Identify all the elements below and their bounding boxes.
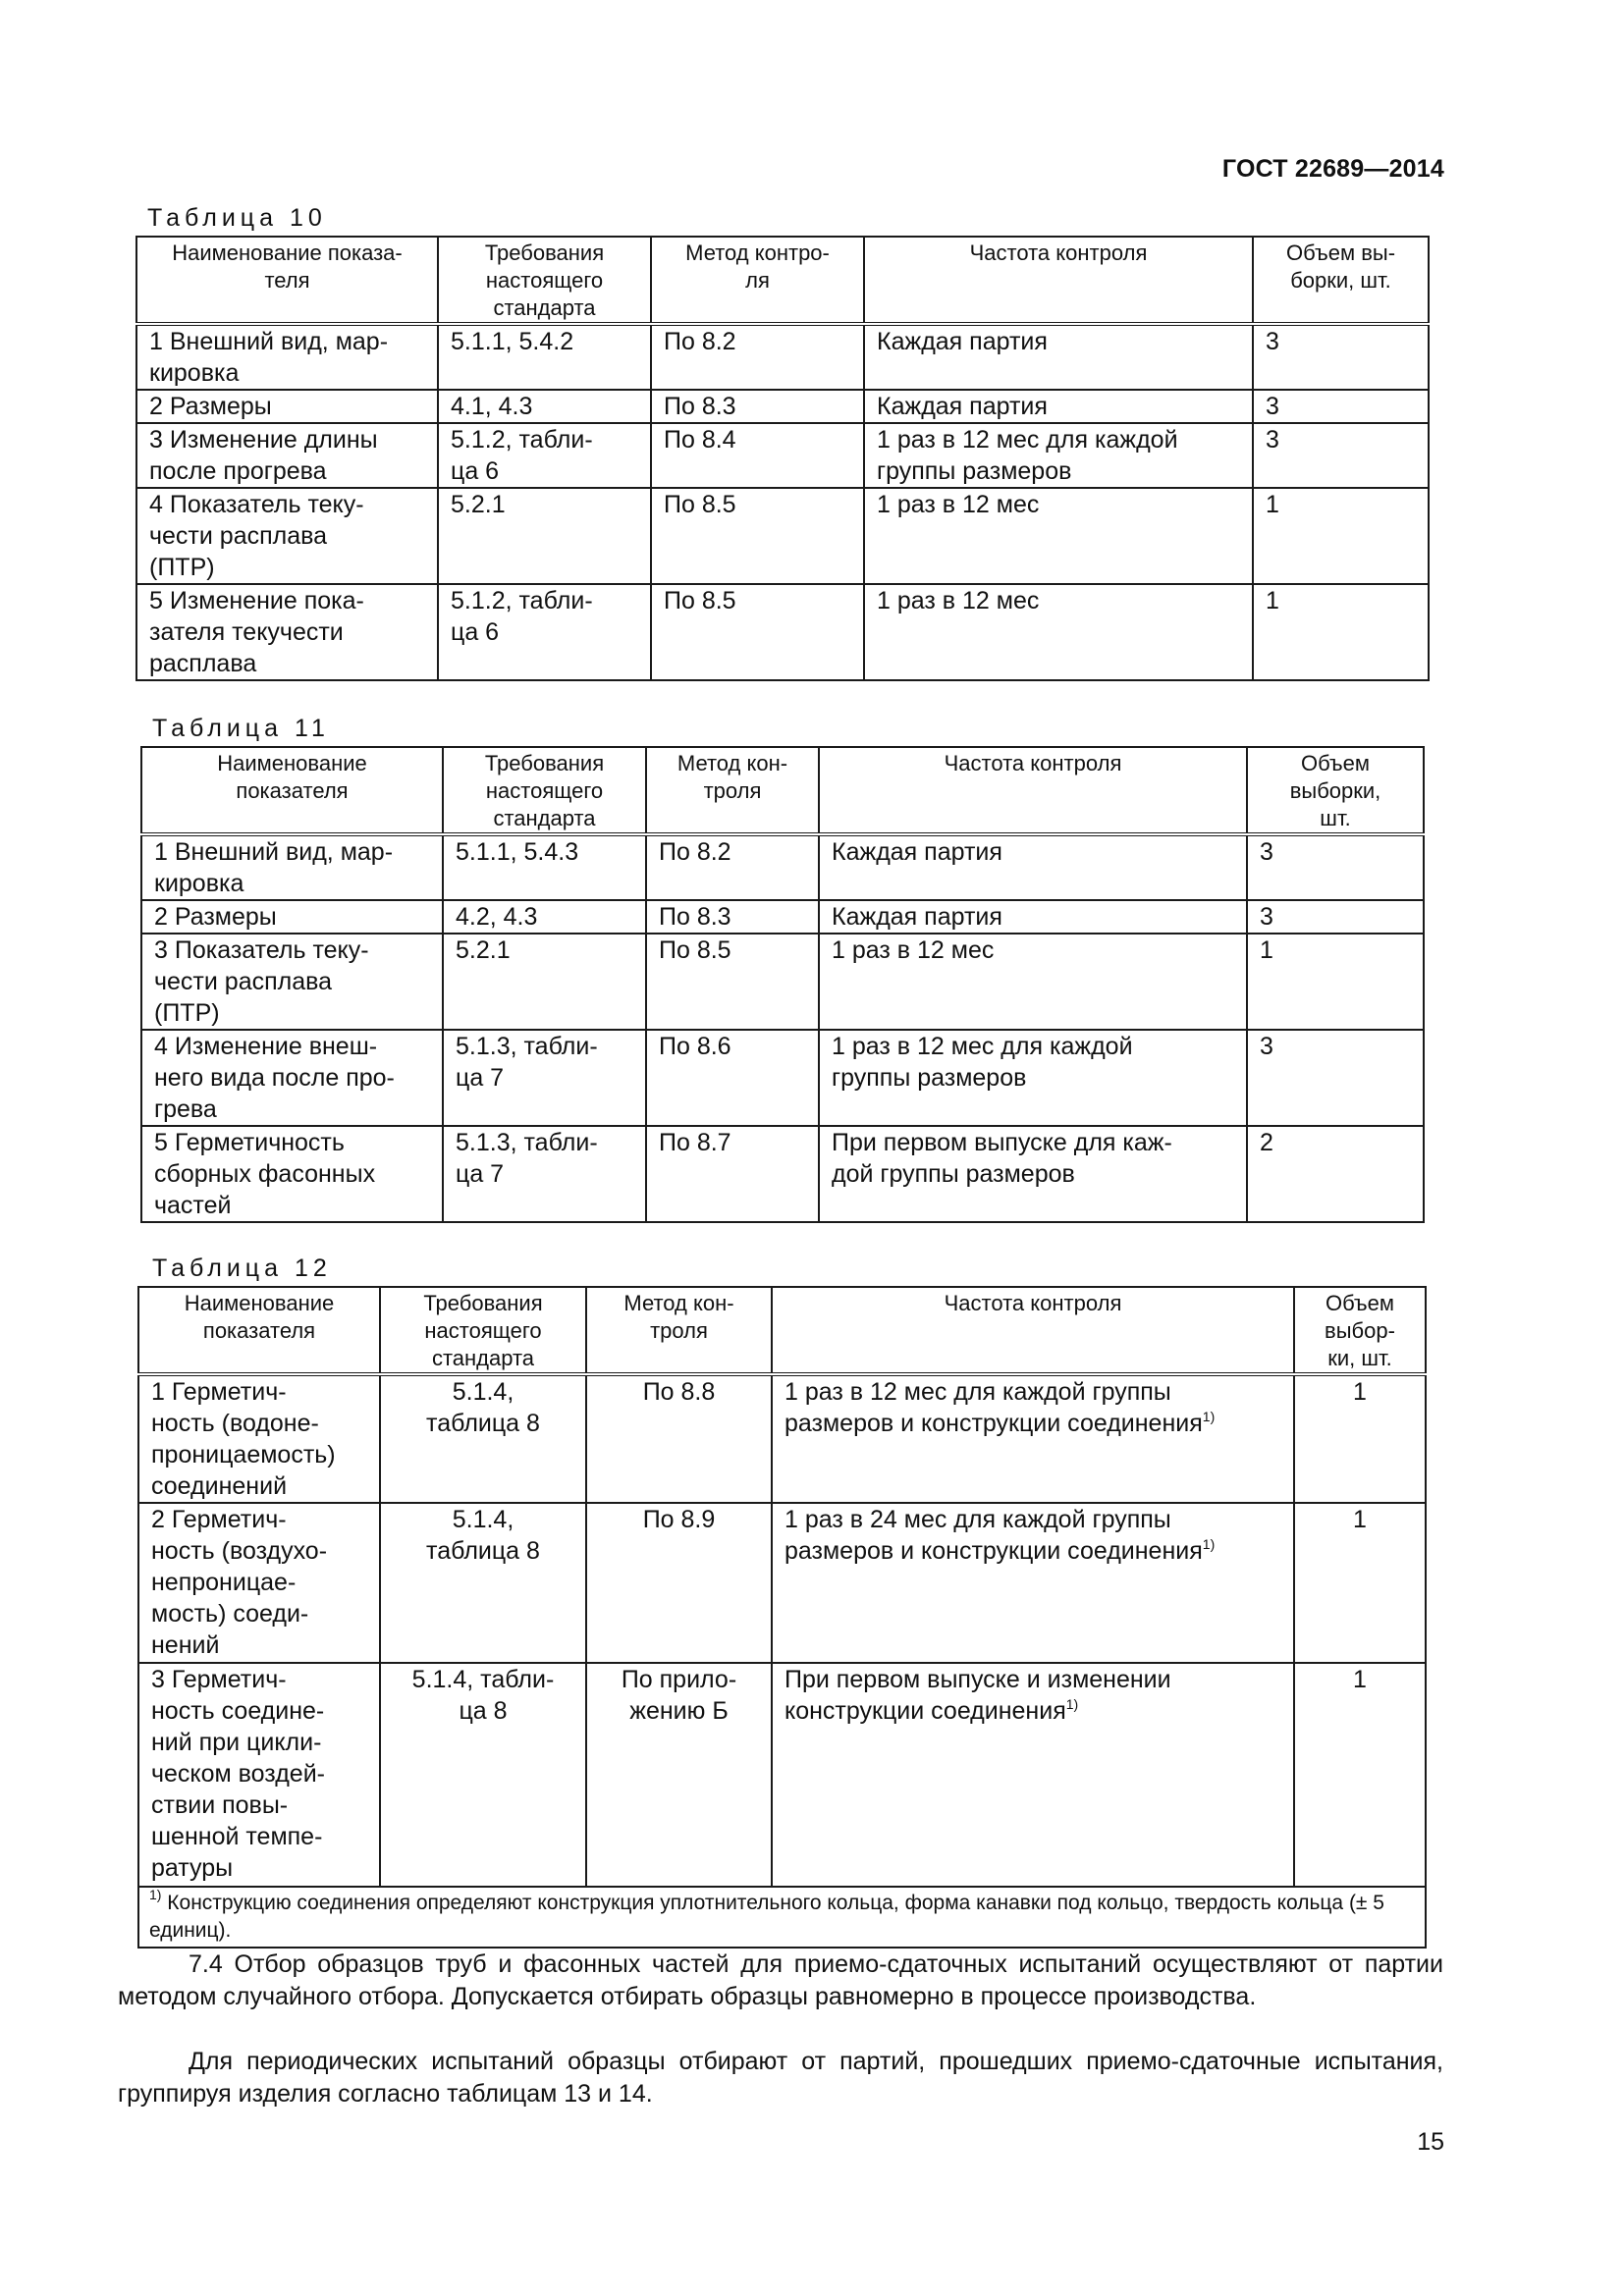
table-cell: 1 раз в 12 мес <box>864 488 1253 584</box>
footnote-row <box>138 1887 1426 1948</box>
table-cell: Каждая партия <box>819 900 1247 934</box>
table-header-row <box>138 1287 1426 1374</box>
footnote <box>138 1887 1426 1948</box>
table-cell: По 8.5 <box>646 934 819 1030</box>
table-cell: По 8.9 <box>586 1503 772 1663</box>
table-cell: 1 <box>1253 488 1429 584</box>
column-header: Объем выбор- ки, шт. <box>1294 1287 1426 1374</box>
table-cell: 1 <box>1247 934 1424 1030</box>
table-cell: 2 Размеры <box>141 900 443 934</box>
paragraph-periodic-tests: Для периодических испытаний образцы отбирают от партий, прошедших приемо-сдаточные испытания, группируя изделия согласно таблицам 13 и 14. <box>118 2048 1443 2108</box>
table-cell: 1 <box>1294 1374 1426 1503</box>
table-row <box>141 1030 1424 1126</box>
table-cell: По прило- жению Б <box>586 1663 772 1887</box>
table-cell: 5.1.3, табли- ца 7 <box>443 1126 646 1222</box>
table-cell: По 8.2 <box>646 834 819 900</box>
table-cell: 5.1.4, таблица 8 <box>380 1503 586 1663</box>
table-11 <box>140 746 1425 1223</box>
table-cell: По 8.7 <box>646 1126 819 1222</box>
table-row <box>141 934 1424 1030</box>
table-cell: 4.1, 4.3 <box>438 390 651 423</box>
table-cell: Каждая партия <box>864 324 1253 390</box>
footnote-ref: 1) <box>1202 1536 1216 1552</box>
table-10 <box>135 236 1430 681</box>
table-row <box>136 390 1429 423</box>
page-number: 15 <box>1417 2128 1444 2156</box>
table-cell: 5.1.1, 5.4.2 <box>438 324 651 390</box>
table-row <box>138 1663 1426 1887</box>
table-cell: 3 <box>1247 900 1424 934</box>
table-cell: 5.2.1 <box>443 934 646 1030</box>
table-cell: 3 <box>1253 324 1429 390</box>
table-cell: 5.1.4, табли- ца 8 <box>380 1663 586 1887</box>
table-header-row <box>141 747 1424 834</box>
table-row <box>136 423 1429 488</box>
table-cell: 4 Показатель теку- чести расплава (ПТР) <box>136 488 438 584</box>
column-header: Наименование показателя <box>141 747 443 834</box>
table-cell: При первом выпуске для каж- дой группы размеров <box>819 1126 1247 1222</box>
table-cell: 5.1.2, табли- ца 6 <box>438 584 651 680</box>
table-cell: 5 Изменение пока- зателя текучести расплава <box>136 584 438 680</box>
table-row <box>136 584 1429 680</box>
table-cell: 4 Изменение внеш- него вида после про- грева <box>141 1030 443 1126</box>
table-cell: 1 Герметич- ность (водоне- проницаемость) соединений <box>138 1374 380 1503</box>
table-cell: 5.2.1 <box>438 488 651 584</box>
table-cell: 4.2, 4.3 <box>443 900 646 934</box>
table-cell: По 8.5 <box>651 584 864 680</box>
table-cell-text: 1 раз в 12 мес для каждой группы размеров и конструкции соединения <box>784 1378 1203 1437</box>
table-row <box>138 1503 1426 1663</box>
table-cell-text: 1 раз в 24 мес для каждой группы размеров и конструкции соединения <box>784 1506 1203 1565</box>
table-cell: 1 раз в 12 мес для каждой группы размеров <box>819 1030 1247 1126</box>
table-cell <box>772 1374 1294 1503</box>
table-cell: По 8.3 <box>646 900 819 934</box>
table-cell: 1 <box>1253 584 1429 680</box>
table-cell: 5.1.4, таблица 8 <box>380 1374 586 1503</box>
table-cell: По 8.4 <box>651 423 864 488</box>
table-10-caption: Таблица 10 <box>147 204 327 232</box>
column-header: Объем выборки, шт. <box>1247 747 1424 834</box>
column-header: Наименование показа- теля <box>136 237 438 324</box>
footnote-ref: 1) <box>1065 1696 1079 1712</box>
table-cell: 5.1.2, табли- ца 6 <box>438 423 651 488</box>
table-row <box>141 1126 1424 1222</box>
column-header: Метод кон- троля <box>586 1287 772 1374</box>
table-cell: 3 Показатель теку- чести расплава (ПТР) <box>141 934 443 1030</box>
footnote-text: Конструкцию соединения определяют конструкция уплотнительного кольца, форма канавки под кольцо, твердость кольца (± 5 единиц). <box>149 1892 1384 1942</box>
table-cell: 2 Размеры <box>136 390 438 423</box>
table-11-caption: Таблица 11 <box>152 715 330 742</box>
table-cell: 1 Внешний вид, мар- кировка <box>136 324 438 390</box>
column-header: Объем вы- борки, шт. <box>1253 237 1429 324</box>
column-header: Требования настоящего стандарта <box>438 237 651 324</box>
table-cell: 2 <box>1247 1126 1424 1222</box>
table-cell: 1 <box>1294 1663 1426 1887</box>
column-header: Частота контроля <box>772 1287 1294 1374</box>
column-header: Частота контроля <box>819 747 1247 834</box>
table-12 <box>137 1286 1427 1949</box>
table-row <box>136 488 1429 584</box>
table-cell: 1 раз в 12 мес <box>864 584 1253 680</box>
table-cell: 3 Изменение длины после прогрева <box>136 423 438 488</box>
table-cell: 1 Внешний вид, мар- кировка <box>141 834 443 900</box>
table-cell: 3 <box>1253 423 1429 488</box>
table-cell: По 8.5 <box>651 488 864 584</box>
column-header: Требования настоящего стандарта <box>380 1287 586 1374</box>
table-cell: 3 <box>1253 390 1429 423</box>
table-cell: 1 <box>1294 1503 1426 1663</box>
table-cell: 5.1.1, 5.4.3 <box>443 834 646 900</box>
table-row <box>141 834 1424 900</box>
table-cell: По 8.3 <box>651 390 864 423</box>
table-cell <box>772 1503 1294 1663</box>
column-header: Наименование показателя <box>138 1287 380 1374</box>
table-row <box>136 324 1429 390</box>
table-cell: По 8.8 <box>586 1374 772 1503</box>
table-cell: 5.1.3, табли- ца 7 <box>443 1030 646 1126</box>
footnote-mark: 1) <box>149 1887 162 1902</box>
table-cell: 3 <box>1247 834 1424 900</box>
column-header: Частота контроля <box>864 237 1253 324</box>
table-cell: Каждая партия <box>819 834 1247 900</box>
table-cell <box>772 1663 1294 1887</box>
table-cell: 2 Герметич- ность (воздухо- непроницае- мость) соеди- нений <box>138 1503 380 1663</box>
document-header: ГОСТ 22689—2014 <box>1221 155 1444 183</box>
table-cell-text: При первом выпуске и изменении конструкции соединения <box>784 1666 1171 1725</box>
table-cell: 3 <box>1247 1030 1424 1126</box>
table-cell: 3 Герметич- ность соедине- ний при цикли- ческом воздей- ствии повы- шенной темпе- ратуры <box>138 1663 380 1887</box>
table-cell: 5 Герметичность сборных фасонных частей <box>141 1126 443 1222</box>
table-cell: 1 раз в 12 мес <box>819 934 1247 1030</box>
column-header: Метод контро- ля <box>651 237 864 324</box>
table-row <box>141 900 1424 934</box>
table-row <box>138 1374 1426 1503</box>
table-12-caption: Таблица 12 <box>152 1255 332 1282</box>
paragraph-7-4: 7.4 Отбор образцов труб и фасонных частей для приемо-сдаточных испытаний осуществляют от партии методом случайного отбора. Допускается отбирать образцы равномерно в процессе производства. <box>118 1950 1443 2010</box>
footnote-ref: 1) <box>1202 1409 1216 1424</box>
table-cell: Каждая партия <box>864 390 1253 423</box>
column-header: Требования настоящего стандарта <box>443 747 646 834</box>
table-cell: По 8.6 <box>646 1030 819 1126</box>
table-header-row <box>136 237 1429 324</box>
table-cell: По 8.2 <box>651 324 864 390</box>
column-header: Метод кон- троля <box>646 747 819 834</box>
table-cell: 1 раз в 12 мес для каждой группы размеров <box>864 423 1253 488</box>
